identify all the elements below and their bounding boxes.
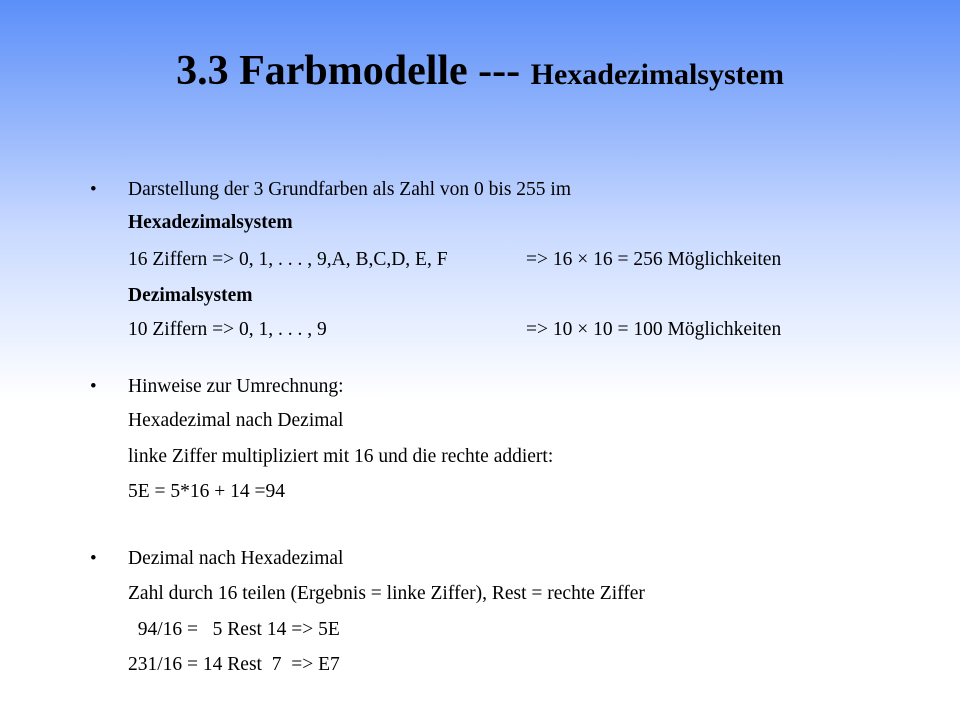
title-main: 3.3 Farbmodelle --- [176,48,531,94]
section3-line2: Zahl durch 16 teilen (Ergebnis = linke Ziffer), Rest = rechte Ziffer [128,583,645,604]
bullet-2: • [90,376,97,397]
section3-line4: 231/16 = 14 Rest 7 => E7 [128,654,340,675]
bullet-1: • [90,179,97,200]
section2-line4: 5E = 5*16 + 14 =94 [128,481,286,502]
section1-heading-hex: Hexadezimalsystem [128,212,293,233]
section1-heading-dec: Dezimalsystem [128,285,253,306]
title-sub: Hexadezimalsystem [530,58,784,91]
bullet-3: • [90,548,97,569]
section2-line1: Hinweise zur Umrechnung: [128,376,344,397]
section2-line2: Hexadezimal nach Dezimal [128,410,344,431]
section1-hex-result: => 16 × 16 = 256 Möglichkeiten [526,249,782,270]
section1-hex-digits: 16 Ziffern => 0, 1, . . . , 9,A, B,C,D, E, F [128,249,448,270]
section1-line1: Darstellung der 3 Grundfarben als Zahl von 0 bis 255 im [128,179,571,200]
section2-line3: linke Ziffer multipliziert mit 16 und die rechte addiert: [128,446,554,467]
section1-dec-result: => 10 × 10 = 100 Möglichkeiten [526,319,782,340]
section1-dec-digits: 10 Ziffern => 0, 1, . . . , 9 [128,319,327,340]
section3-line3: 94/16 = 5 Rest 14 => 5E [128,619,340,640]
section3-line1: Dezimal nach Hexadezimal [128,548,344,569]
